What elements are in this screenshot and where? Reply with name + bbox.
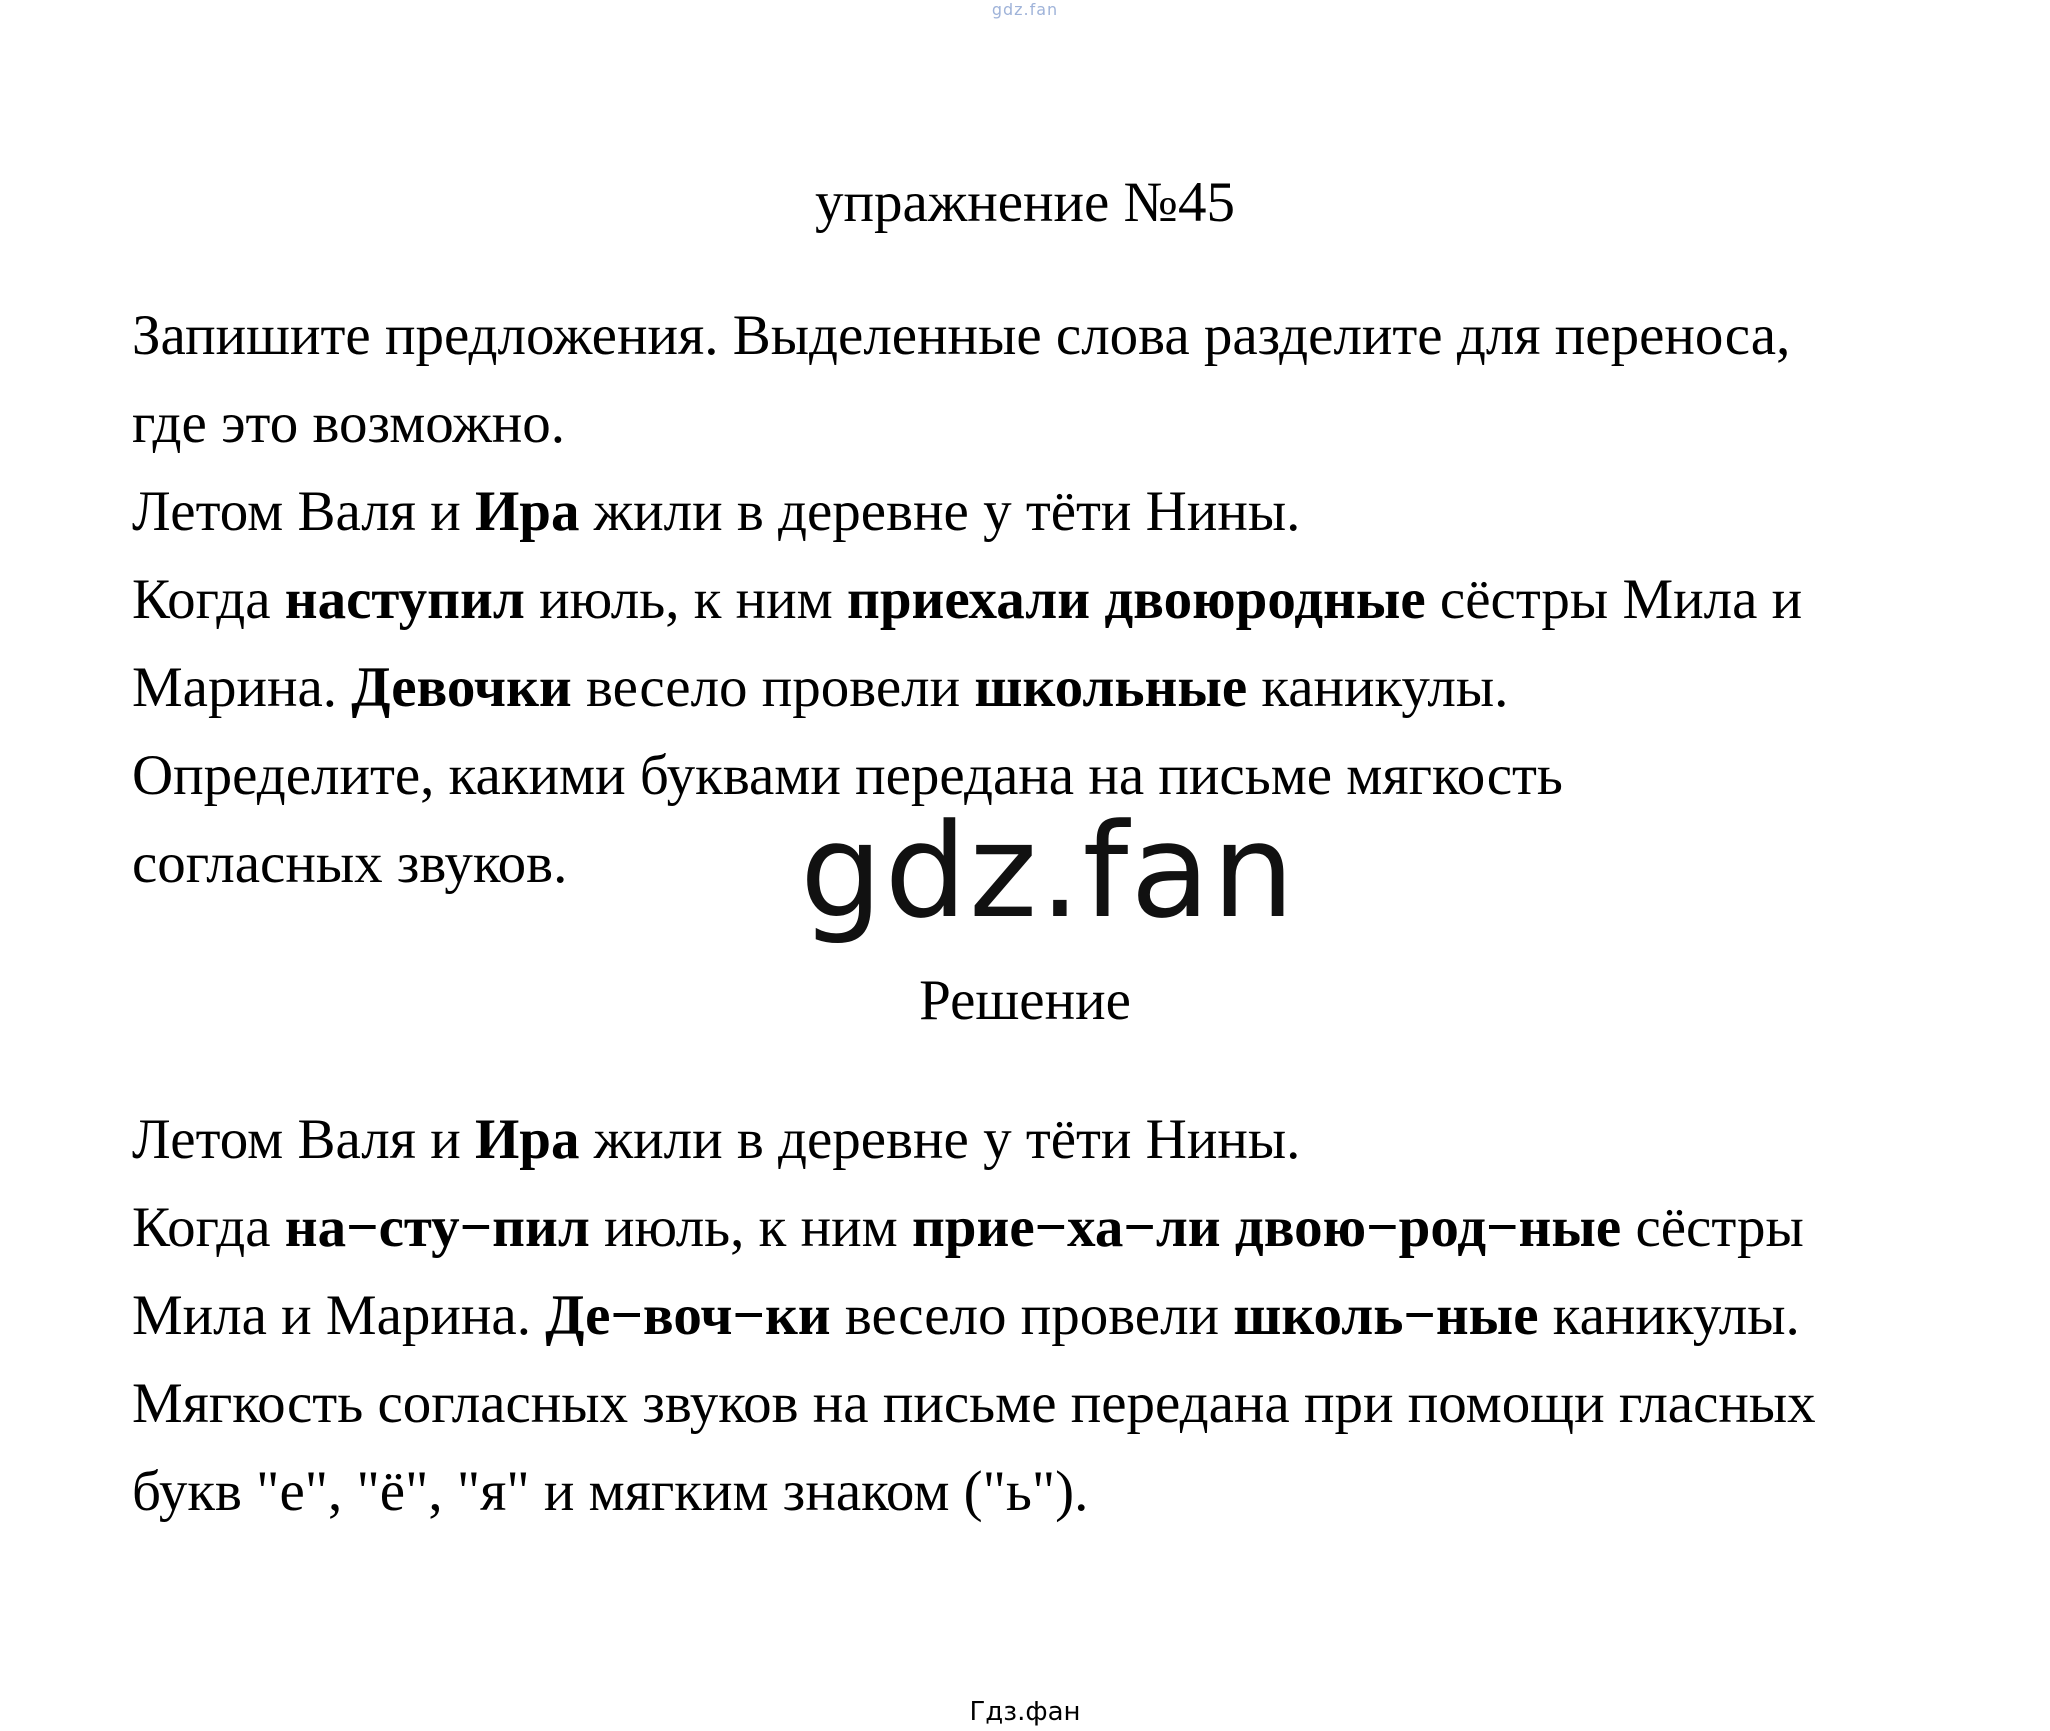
text-line [132,380,1992,468]
text-line [132,1360,1992,1448]
text-run: июль, к ним [589,1196,912,1259]
text-run: сёстры [1621,1196,1804,1259]
text-run: где это возможно. [132,392,565,455]
text-run: каникулы. [1538,1284,1800,1347]
text-run: Мила и Марина. [132,1284,546,1347]
text-run: Когда [132,1196,285,1259]
text-run: весело провели [830,1284,1234,1347]
text-run: сёстры Мила и [1425,568,1803,631]
text-run: Запишите предложения. Выделенные слова разделите для переноса, [132,304,1791,367]
highlighted-word: приехали двоюродные [846,568,1426,631]
text-run: согласных звуков. [132,832,568,895]
text-line [132,1096,1992,1184]
highlighted-word: Ира [474,480,580,543]
highlighted-word: на−сту−пил [284,1196,590,1259]
text-run: весело провели [571,656,975,719]
top-watermark: gdz.fan [991,0,1059,19]
text-run: Определите, какими буквами передана на письме мягкость [132,744,1563,807]
text-line [132,644,1992,732]
text-run: жили в деревне у тёти Нины. [579,480,1301,543]
exercise-title: упражнение №45 [815,171,1235,234]
text-run: Летом Валя и [132,480,475,543]
highlighted-word: Девочки [351,656,572,719]
text-line [132,468,1992,556]
text-run: июль, к ним [524,568,847,631]
highlighted-word: наступил [284,568,525,631]
answer-text [132,1096,1992,1536]
highlighted-word: прие−ха−ли двою−род−ные [911,1196,1622,1259]
highlighted-word: школьные [974,656,1248,719]
text-run: каникулы. [1247,656,1509,719]
text-run: Когда [132,568,285,631]
text-line [132,292,1992,380]
text-run: Летом Валя и [132,1108,475,1171]
highlighted-word: Ира [474,1108,580,1171]
solution-heading: Решение [919,969,1131,1032]
text-run: Мягкость согласных звуков на письме передана при помощи гласных [132,1372,1816,1435]
text-run: жили в деревне у тёти Нины. [579,1108,1301,1171]
text-run: букв "е", "ё", "я" и мягким знаком ("ь"). [132,1460,1089,1523]
highlighted-word: Де−воч−ки [545,1284,831,1347]
watermark-logo: gdz.fan [800,795,1297,947]
text-line [132,1272,1992,1360]
footer-site-name: Гдз.фан [969,1697,1081,1727]
text-run: Марина. [132,656,352,719]
text-line [132,1448,1992,1536]
highlighted-word: школь−ные [1233,1284,1539,1347]
text-line [132,556,1992,644]
text-line [132,1184,1992,1272]
